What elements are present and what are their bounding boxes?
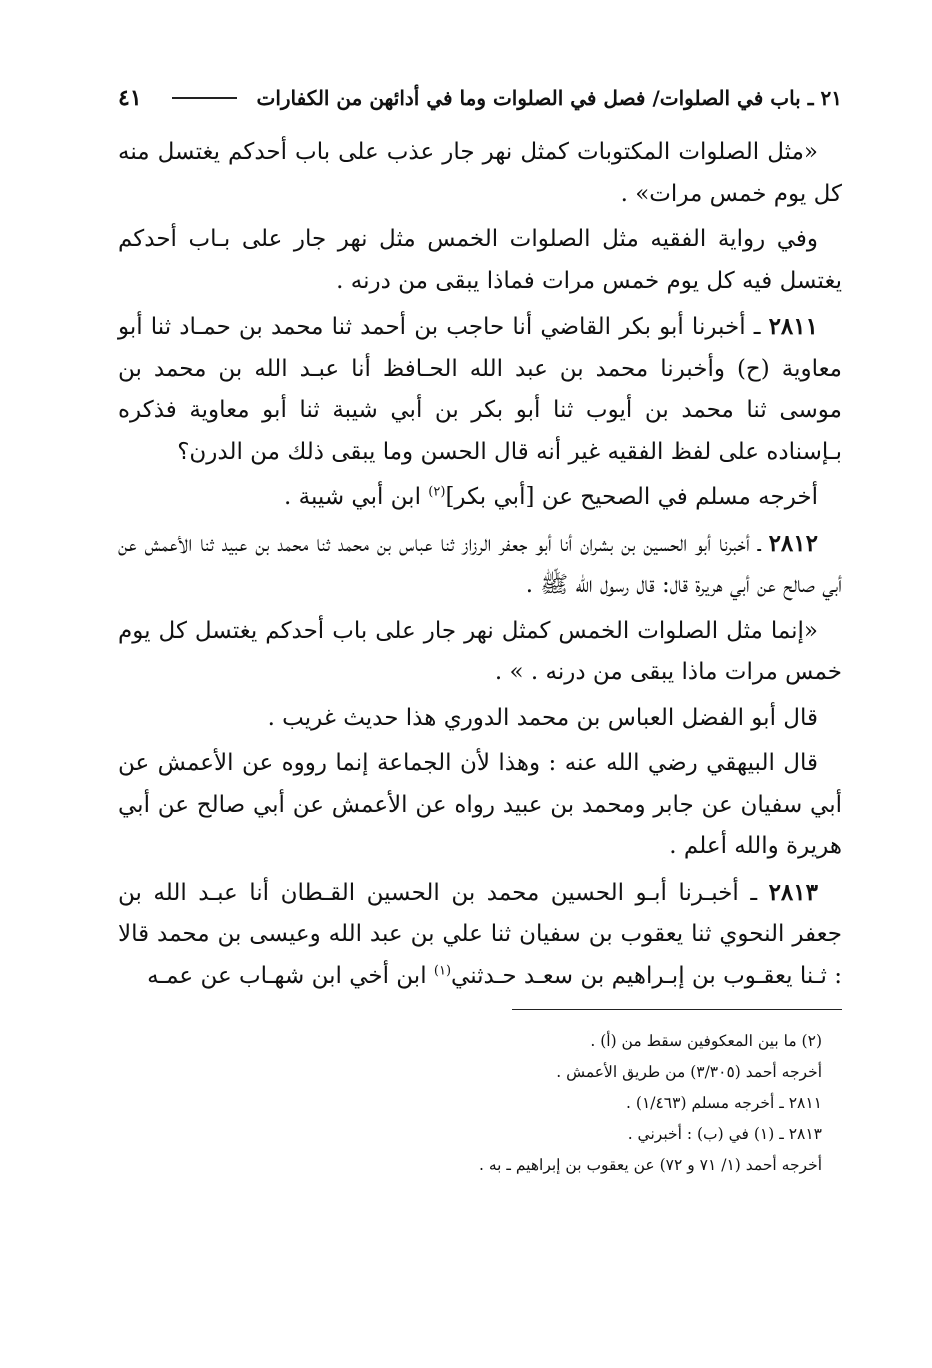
footnote: (٢) ما بين المعكوفين سقط من (أ) .	[590, 1032, 822, 1050]
takhrij-note: أخرجه مسلم في الصحيح عن [أبي بكر]$^{(٢)}$ ابن أبي شيبة .	[283, 484, 818, 510]
footnotes	[118, 1026, 842, 1181]
hadith-text: «مثل الصلوات المكتوبات كمثل نهر جار عذب على باب أحدكم يغتسل منه كل يوم خمس مرات» .	[118, 139, 842, 207]
footnote: أخرجه أحمد (١/ ٧١ و ٧٢) عن يعقوب بن إبراهيم ـ به .	[478, 1156, 822, 1174]
footnote: ٢٨١١ ـ أخرجه مسلم (١/٤٦٣) .	[626, 1094, 822, 1112]
hadith-number: ٢٨١٣	[768, 878, 818, 906]
book-page	[118, 78, 842, 1298]
main-text	[118, 132, 842, 997]
footnote-separator	[512, 1009, 842, 1010]
footnote: ٢٨١٣ ـ (١) في (ب) : أخبرني .	[627, 1125, 822, 1143]
hadith-2812: ٢٨١٢ ـ أخبرنا أبو الحسين بن بشران أنا أبو جعفر الرزاز ثنا عباس بن محمد ثنا محمد بن عبيد ثنا الأعمش عن أبي صالح عن أبي هريرة قال: قال رسول الله ﷺ .	[118, 529, 842, 598]
header-title: ٢١ ـ باب في الصلوات/ فصل في الصلوات وما في أدائهن من الكفارات	[256, 86, 842, 110]
running-header	[118, 78, 842, 118]
narration-variant: وفي رواية الفقيه مثل الصلوات الخمس مثل نهر جار على بـاب أحدكم يغتسل فيه كل يوم خمس مرات فماذا يبقى من درنه .	[118, 226, 842, 294]
footnote-ref: (١)	[433, 962, 452, 978]
header-rule	[172, 97, 237, 99]
footnote-ref: (٢)	[428, 484, 446, 500]
footnote: أخرجه أحمد (٣/٣٠٥) من طريق الأعمش .	[556, 1063, 822, 1081]
page-number: ٤١	[118, 85, 142, 111]
hadith-2811: ٢٨١١ ـ أخبرنا أبو بكر القاضي أنا حاجب بن أحمد ثنا محمد بن حمـاد ثنا أبو معاوية (ح) وأخبرنا محمد بن عبد الله الحـافظ أنا عبـد الله بن محمد بن موسى ثنا محمد بن أيوب ثنا أبو بكر بن أبي شيبة ثنا أبو معاوية فذكره بـإسناده على لفظ الفقيه غير أنه قال الحسن وما يبقى ذلك من الدرن؟	[118, 313, 842, 465]
hadith-text: «إنما مثل الصلوات الخمس كمثل نهر جار على باب أحدكم يغتسل كل يوم خمس مرات ماذا يبقى من درنه . » .	[118, 617, 842, 685]
hadith-number: ٢٨١٢	[768, 529, 818, 557]
hadith-number: ٢٨١١	[768, 313, 818, 340]
bayhaqi-comment: قال البيهقي رضي الله عنه : وهذا لأن الجماعة إنما رووه عن الأعمش عن أبي سفيان عن جابر ومحمد بن عبيد رواه عن الأعمش عن أبي صالح عن أبي هريرة والله أعلم .	[118, 750, 842, 859]
hadith-2813: ٢٨١٣ ـ أخبـرنا أبـو الحسين محمد بن الحسين القـطان أنا عبـد الله بن جعفر النحوي ثنا يعقوب بن سفيان ثنا علي بن عبد الله وعيسى بن محمد قالا : ثـنا يعقـوب بن إبـراهيم بن سعـد حـدثني$^{(١)}$ ابن أخي ابن شهـاب عن عمـه	[118, 878, 842, 989]
grading-note: قال أبو الفضل العباس بن محمد الدوري هذا حديث غريب .	[267, 704, 818, 731]
